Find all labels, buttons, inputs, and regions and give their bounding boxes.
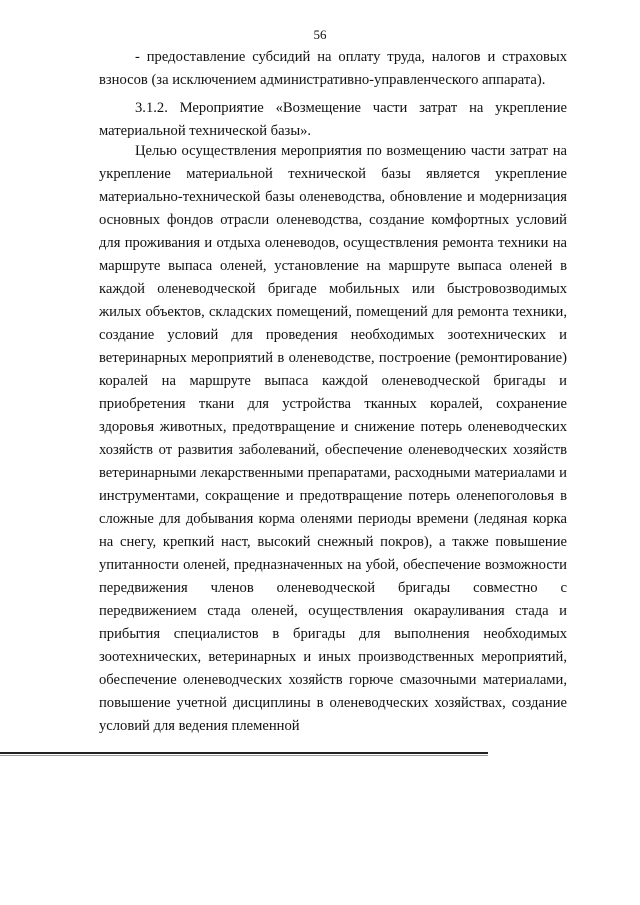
intro-paragraph: - предоставление субсидий на оплату труда, налогов и страховых взносов (за исключением административно-управленческого аппарата). <box>99 49 567 88</box>
measure-section <box>99 97 567 143</box>
page-bottom-rule <box>0 752 488 754</box>
body-paragraph: Целью осуществления мероприятия по возмещению части затрат на укрепление материальной технической базы является укрепление материально-технической базы оленеводства, обновление и модернизация основных фондов отрасли оленеводства, создание комфортных условий для проживания и отдыха оленеводов, осуществления ремонта техники на маршруте выпаса оленей, установление на маршруте выпаса оленей в каждой оленеводческой бригаде мобильных или быстровозводимых жилых объектов, складских помещений, помещений для ремонта техники, создание условий для проведения необходимых зоотехнических и ветеринарных мероприятий в оленеводстве, построение (ремонтирование) коралей на маршруте выпаса каждой оленеводческой бригады и приобретения ткани для устройства тканных коралей, сохранение здоровья животных, предотвращение и снижение потерь оленеводческих хозяйств от развития заболеваний, обеспечение оленеводческих хозяйств ветеринарными лекарственными препаратами, расходными материалами и инструментами, сокращение и предотвращение потерь оленепоголовья в сложные для добывания корма оленями периоды времени (ледяная корка на снегу, крепкий наст, высокий снежный покров), а также повышение упитанности оленей, предназначенных на убой, обеспечение возможности передвижения членов оленеводческой бригады совместно с передвижением стада оленей, осуществления окарауливания стада и прибытия специалистов в бригады для выполнения необходимых зоотехнических, ветеринарных и иных производственных мероприятий, обеспечение оленеводческих хозяйств горюче смазочными материалами, повышение учетной дисциплины в оленеводческих хозяйствах, создание условий для ведения племенной <box>99 143 567 734</box>
measure-heading: 3.1.2. Мероприятие «Возмещение части затрат на укрепление материальной технической базы». <box>99 100 567 139</box>
intro-section <box>99 46 567 92</box>
body-section <box>99 140 567 738</box>
page-bottom-rule-shadow <box>0 755 488 756</box>
page-number: 56 <box>313 27 327 42</box>
